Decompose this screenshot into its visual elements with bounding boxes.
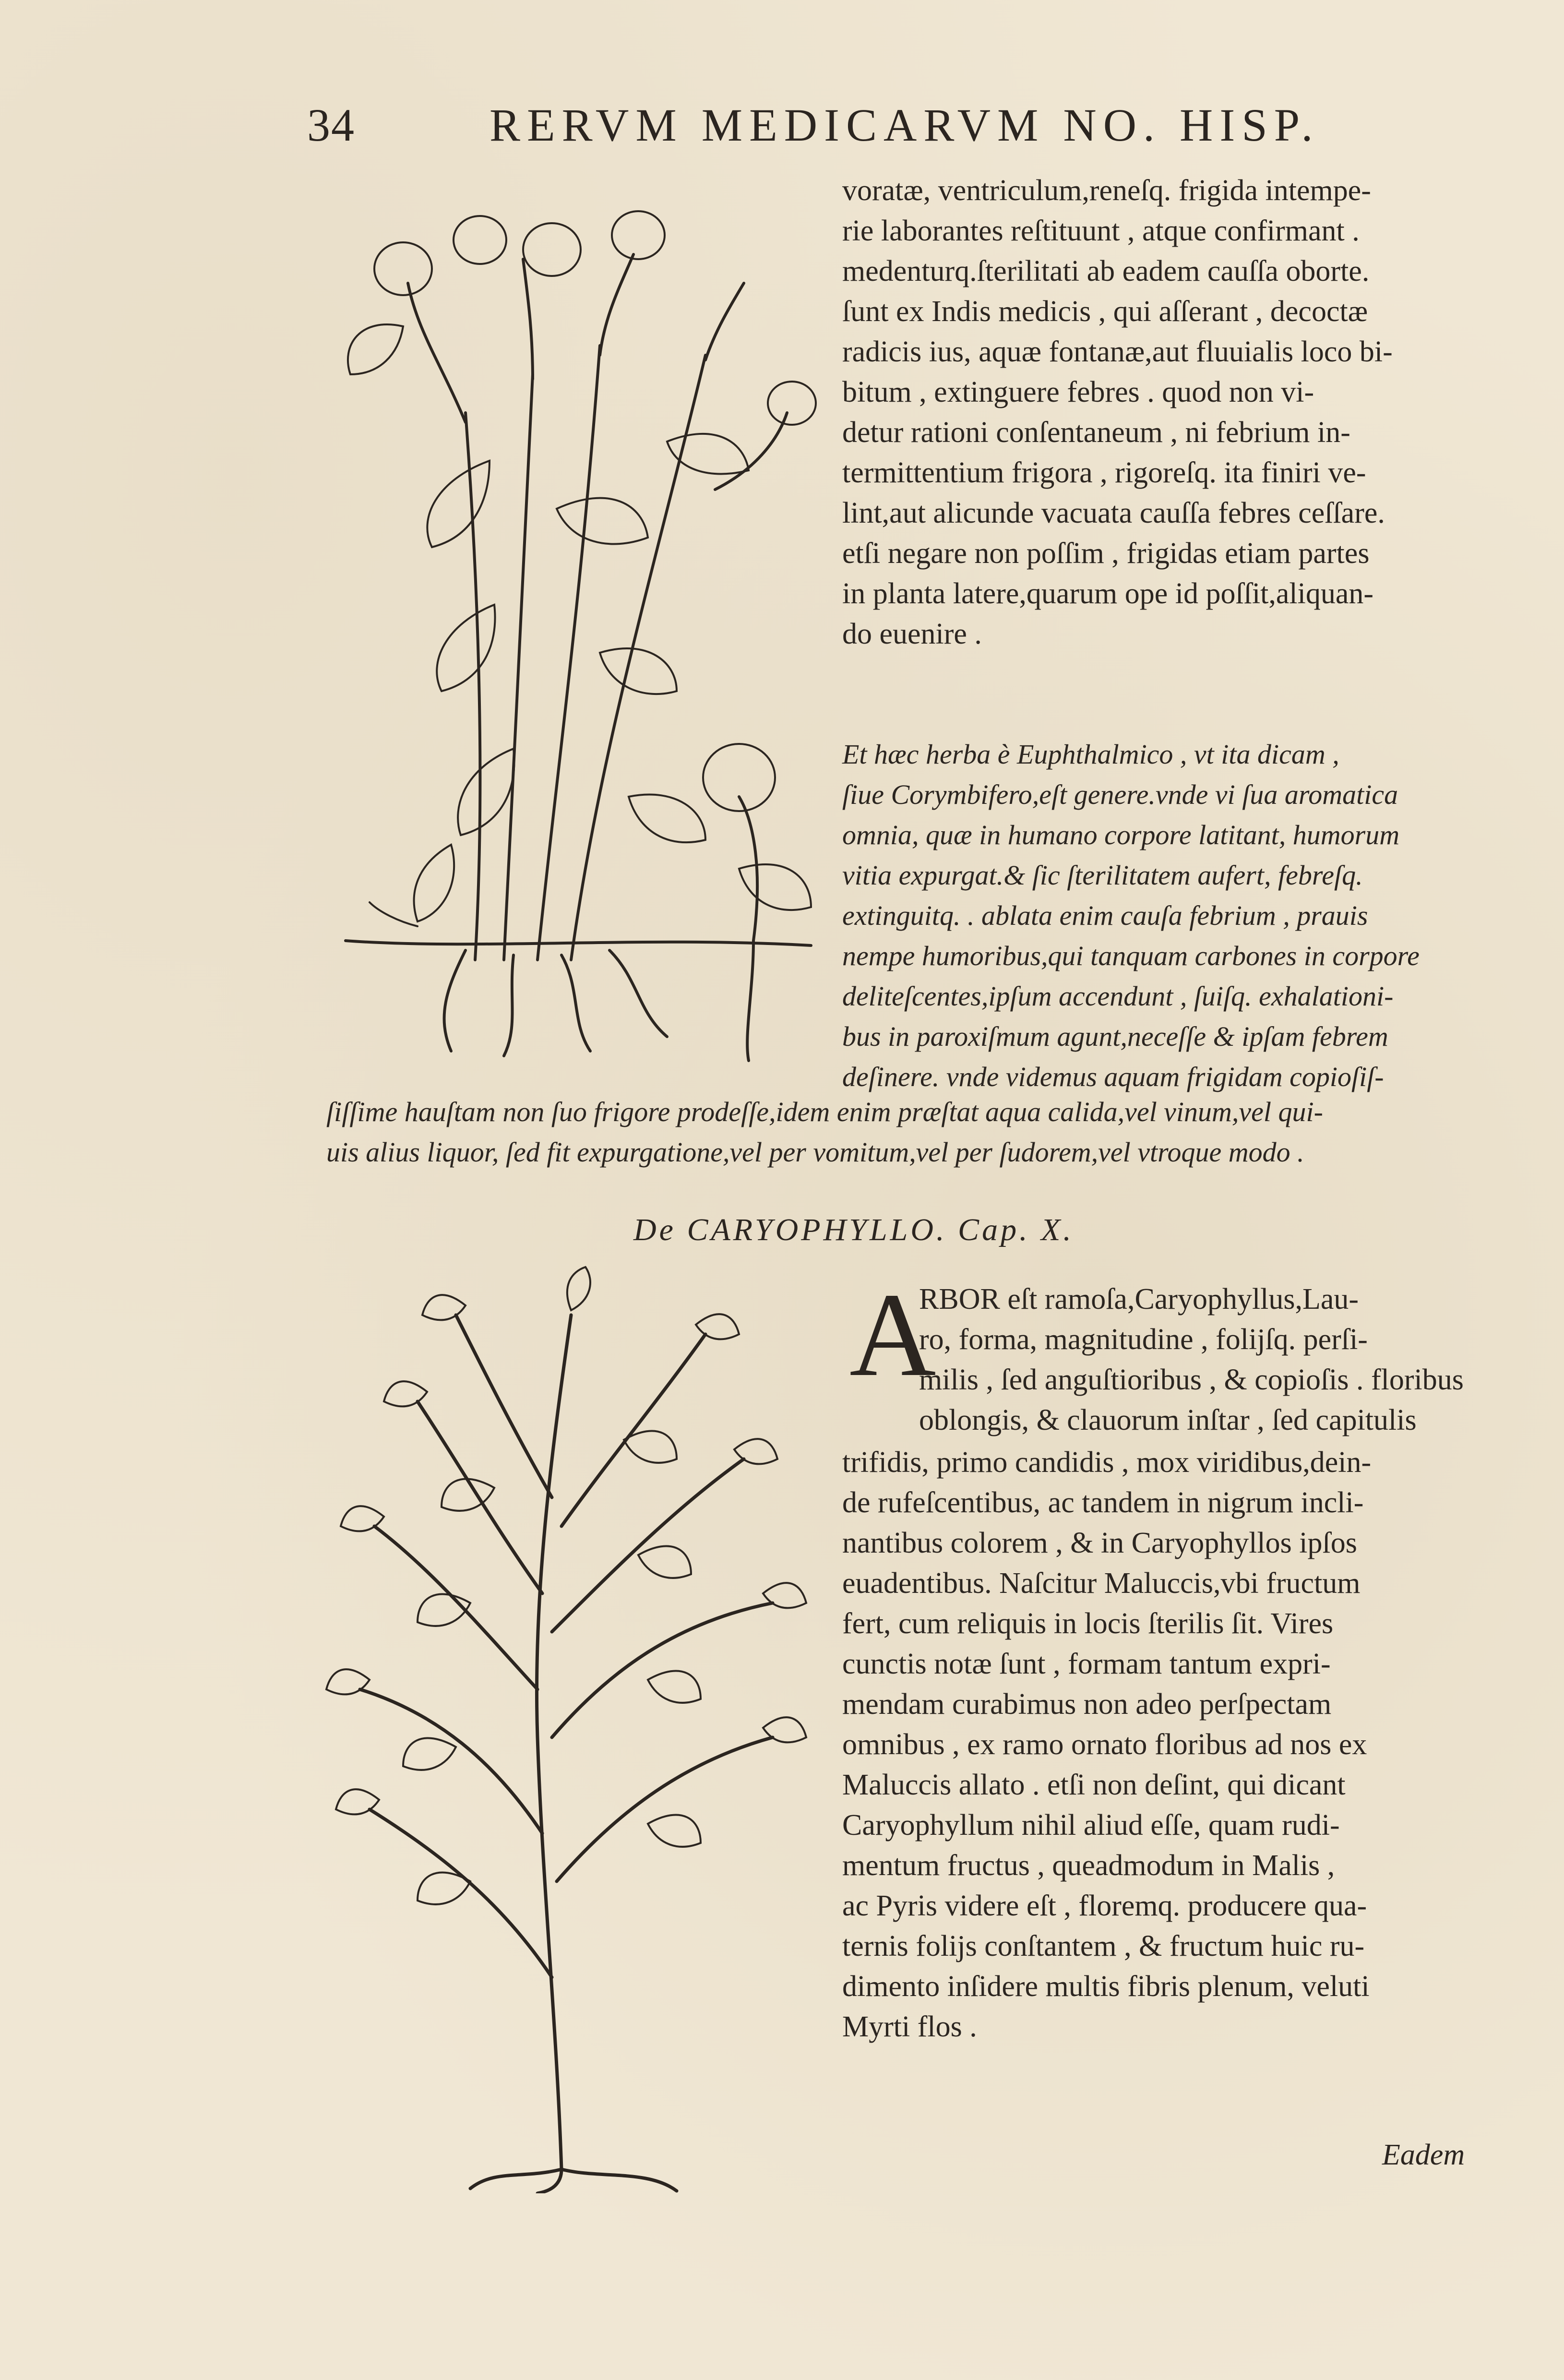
text-line: Maluccis allato . etſi non deſint, qui dicant (842, 1769, 1346, 1801)
text-line: mendam curabimus non adeo perſpectam (842, 1688, 1332, 1721)
text-line: uis alius liquor, ſed fit expurgatione,vel per vomitum,vel per ſudorem,vel vtroque modo . (326, 1136, 1304, 1168)
text-line: vitia expurgat.& ſic ſterilitatem aufert, febreſq. (842, 860, 1363, 891)
text-line: ſunt ex Indis medicis , qui aſſerant , decoctæ (842, 295, 1368, 328)
text-line: termittentium frigora , rigoreſq. ita finiri ve- (842, 456, 1366, 489)
text-line: ſiue Corymbifero,eſt genere.vnde vi ſua aromatica (842, 779, 1398, 810)
text-line: voratæ, ventriculum,reneſq. frigida intempe- (842, 174, 1371, 207)
text-line: ſiſſime hauſtam non ſuo frigore prodeſſe,idem enim præſtat aqua calida,vel vinum,vel qui- (326, 1096, 1323, 1127)
text-line: Myrti flos . (842, 2010, 977, 2043)
text-line: etſi negare non poſſim , frigidas etiam partes (842, 537, 1370, 570)
text-line: fert, cum reliquis in locis ſterilis ſit. Vires (842, 1607, 1334, 1640)
text-line: milis , ſed anguſtioribus , & copioſis . floribus (919, 1363, 1464, 1396)
column-1-italic-text (842, 734, 1533, 1097)
text-line: omnibus , ex ramo ornato floribus ad nos ex (842, 1728, 1367, 1761)
text-line: cunctis notæ ſunt , formam tantum expri- (842, 1648, 1331, 1680)
corymbiferous-herb-woodcut-icon (331, 173, 825, 1065)
text-line: in planta latere,quarum ope id poſſit,aliquan- (842, 577, 1374, 610)
text-line: nantibus colorem , & in Caryophyllos ipſos (842, 1527, 1357, 1559)
text-line: RBOR eſt ramoſa,Caryophyllus,Lau- (919, 1283, 1359, 1316)
running-title: RERVM MEDICARVM NO. HISP. (489, 99, 1320, 151)
text-line: Caryophyllum nihil aliud eſſe, quam rudi- (842, 1809, 1340, 1842)
text-line: radicis ius, aquæ fontanæ,aut fluuialis loco bi- (842, 335, 1393, 368)
catchword: Eadem (1382, 2139, 1465, 2171)
text-line: euadentibus. Naſcitur Maluccis,vbi fructum (842, 1567, 1361, 1600)
text-line: oblongis, & clauorum inſtar , ſed capitulis (919, 1404, 1417, 1436)
text-line: lint,aut alicunde vacuata cauſſa febres ceſſare. (842, 497, 1385, 529)
text-line: deliteſcentes,ipſum accendunt , ſuiſq. exhalationi- (842, 981, 1394, 1012)
text-line: medenturq.ſterilitati ab eadem cauſſa oborte. (842, 255, 1370, 287)
text-line: rie laborantes reſtituunt , atque confirmant . (842, 215, 1360, 247)
text-line: Et hæc herba è Euphthalmico , vt ita dicam , (842, 739, 1339, 770)
clove-tree-woodcut-icon (312, 1257, 825, 2193)
text-line: ac Pyris videre eſt , floremq. producere qua- (842, 1890, 1367, 1922)
text-line: do euenire . (842, 618, 982, 650)
chapter-opening-text (919, 1279, 1543, 1440)
text-line: omnia, quæ in humano corpore latitant, humorum (842, 819, 1400, 850)
dropcap-initial: A (849, 1268, 936, 1401)
text-line: trifidis, primo candidis , mox viridibus,dein- (842, 1446, 1372, 1479)
text-line: nempe humoribus,qui tanquam carbones in corpore (842, 940, 1420, 971)
text-line: extinguitq. . ablata enim cauſa febrium , prauis (842, 900, 1368, 931)
chapter-body-text (842, 1442, 1538, 2047)
text-line: mentum fructus , queadmodum in Malis , (842, 1849, 1335, 1882)
text-line: ternis folijs conſtantem , & fructum huic ru- (842, 1930, 1365, 1962)
text-line: de rufeſcentibus, ac tandem in nigrum incli- (842, 1486, 1364, 1519)
page-number: 34 (307, 99, 355, 151)
text-line: detur rationi conſentaneum , ni febrium in- (842, 416, 1350, 449)
running-head (307, 98, 1483, 156)
text-line: dimento inſidere multis fibris plenum, veluti (842, 1970, 1370, 2003)
text-line: bus in paroxiſmum agunt,neceſſe & ipſam febrem (842, 1021, 1388, 1052)
column-1-roman-text (842, 170, 1533, 654)
chapter-heading: De CARYOPHYLLO. Cap. X. (633, 1212, 1074, 1247)
text-line: ro, forma, magnitudine , folijſq. perſi- (919, 1323, 1368, 1356)
full-width-italic-text (326, 1092, 1536, 1172)
text-line: deſinere. vnde videmus aquam frigidam copioſiſ- (842, 1061, 1384, 1092)
text-line: bitum , extinguere febres . quod non vi- (842, 376, 1314, 408)
